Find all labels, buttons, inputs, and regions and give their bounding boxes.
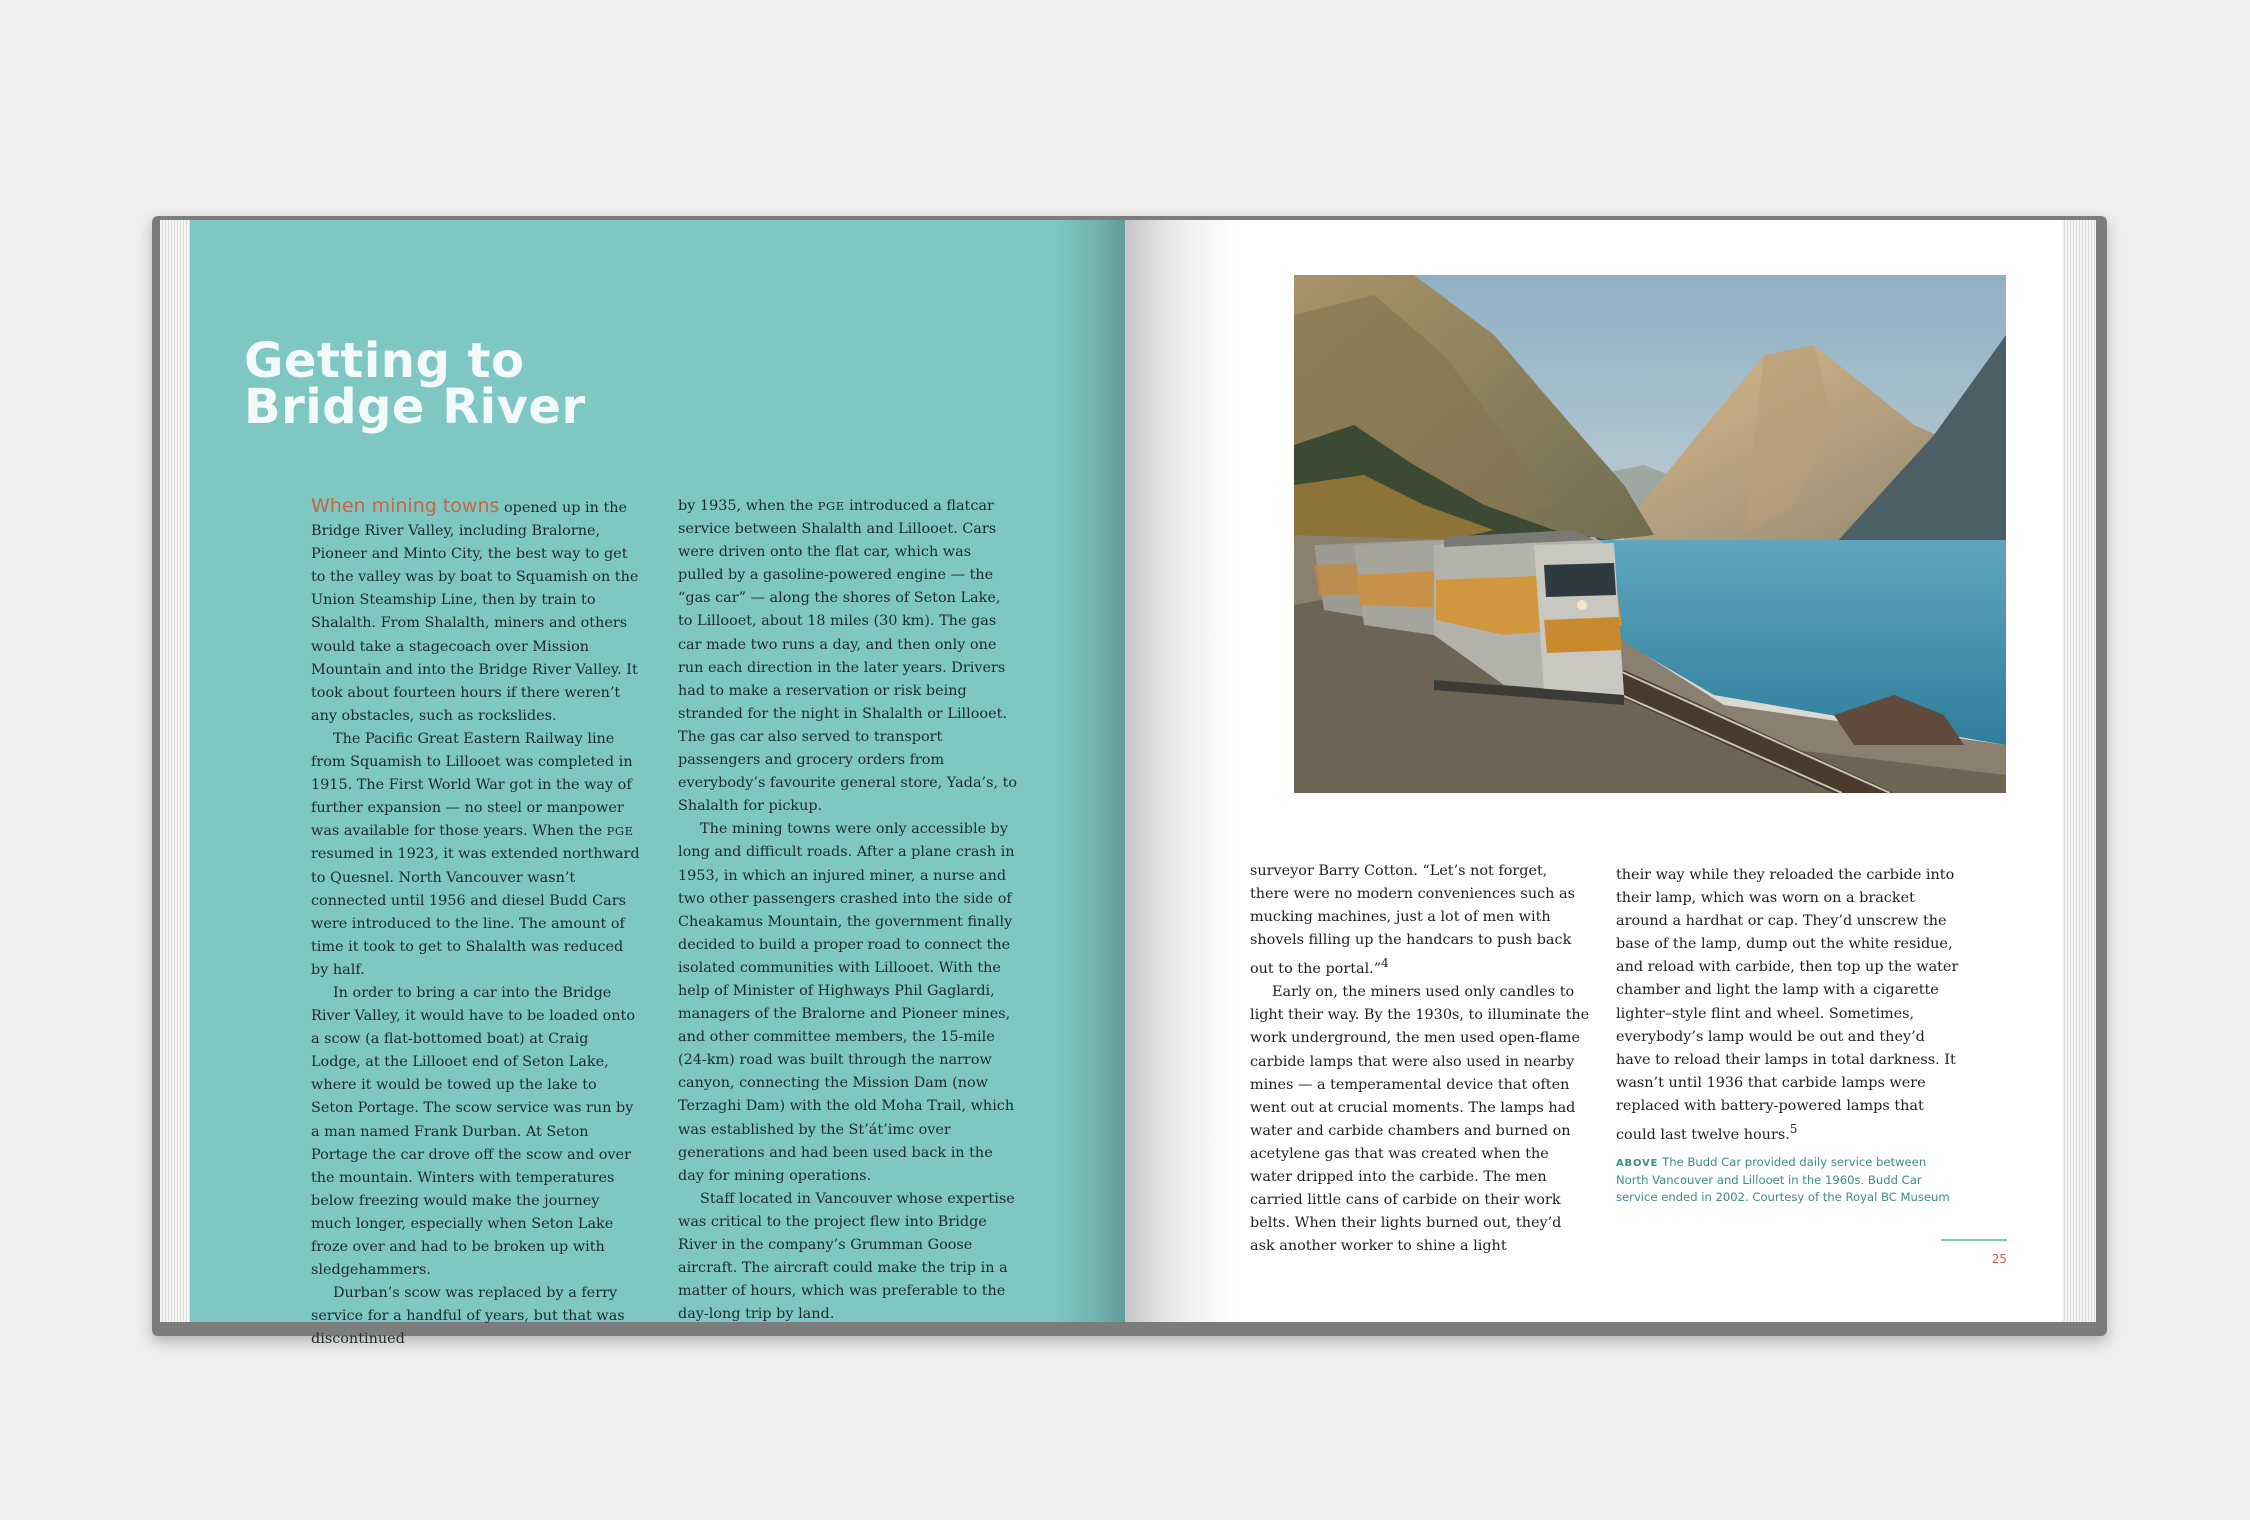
- paragraph: In order to bring a car into the Bridge River Valley, it would have to be loaded onto a scow (a flat-bottomed boat) at Craig Lodge, at the Lillooet end of Seton Lake, where it would be towed up the lake to Seton Portage. The scow service was run by a man named Frank Durban. At Seton Portage the car drove off the scow and over the mountain. Winters with temperatures below freezing would make the journey much longer, especially when Seton Lake froze over and had to be broken up with sledgehammers.: [311, 984, 636, 1279]
- acronym: PGE: [817, 499, 845, 513]
- page-edges-left: [160, 220, 190, 1322]
- budd-car-photo: [1294, 275, 2006, 793]
- paragraph: Staff located in Vancouver whose expertise was critical to the project flew into Bridge River in the company’s Grumman Goose aircraft. The aircraft could make the trip in a matter of hours, which was preferable to the day-long trip by land.: [678, 1190, 1015, 1323]
- text-column-3: [1250, 860, 1590, 1258]
- paragraph: Early on, the miners used only candles to light their way. By the 1930s, to illuminate the work underground, the men used open-flame carbide lamps that were also used in nearby mines — a temperamental device that often went out at crucial moments. The lamps had water and carbide chambers and burned on acetylene gas that was created when the water dripped into the carbide. The men carried little cans of carbide on their work belts. When their lights burned out, they’d ask another worker to shine a light: [1250, 984, 1590, 1255]
- paragraph-text: opened up in the Bridge River Valley, including Bralorne, Pioneer and Minto City, the best way to get to the valley was by boat to Squamish on the Union Steamship Line, then by train to Shalalth. From Shalalth, miners and others would take a stagecoach over Mission Mountain and into the Bridge River Valley. It took about fourteen hours if there weren’t any obstacles, such as rockslides.: [311, 500, 639, 724]
- page-number: 25: [1991, 1252, 2007, 1266]
- title-line-2: Bridge River: [244, 379, 586, 435]
- gutter-shadow: [1055, 220, 1125, 1322]
- folio-rule: [1941, 1239, 2007, 1241]
- paragraph: [311, 728, 641, 982]
- paragraph: [1250, 860, 1590, 981]
- footnote-ref: 5: [1789, 1122, 1798, 1137]
- page-edges-right: [2062, 220, 2096, 1322]
- paragraph-text: their way while they reloaded the carbide into their lamp, which was worn on a bracket around a hardhat or cap. They’d unscrew the base of the lamp, dump out the white residue, and reload with carbide, then top up the water chamber and light the lamp with a cigarette lighter–style flint and wheel. Sometimes, everybody’s lamp would be out and they’d have to reload their lamps in total darkness. It wasn’t until 1936 that carbide lamps were replaced with battery-powered lamps that could last twelve hours.: [1616, 867, 1959, 1143]
- paragraph: The mining towns were only accessible by long and difficult roads. After a plane crash in 1953, in which an injured miner, a nurse and two other passengers crashed into the side of Cheakamus Mountain, the government finally decided to build a proper road to connect the isolated communities with Lillooet. With the help of Minister of Highways Phil Gaglardi, managers of the Bralorne and Pioneer mines, and other committee members, the 15-mile (24-km) road was built through the narrow canyon, connecting the Mission Dam (now Terzaghi Dam) with the old Moha Trail, which was established by the St’át’imc over generations and had been used back in the day for mining operations.: [678, 821, 1015, 1184]
- paragraph: Durban’s scow was replaced by a ferry service for a handful of years, but that was discontinued: [311, 1285, 625, 1348]
- paragraph-text: by 1935, when the: [678, 498, 818, 514]
- right-page: [1125, 220, 2062, 1322]
- lead-in-text: When mining towns: [311, 495, 500, 517]
- text-column-2: [678, 495, 1018, 1326]
- paragraph: [311, 495, 641, 728]
- paragraph-text: introduced a flatcar service between Shalalth and Lillooet. Cars were driven onto the flat car, which was pulled by a gasoline-powered engine — the “gas car” — along the shores of Seton Lake, to Lillooet, about 18 miles (30 km). The gas car made two runs a day, and then only one run each direction in the later years. Drivers had to make a reservation or risk being stranded for the night in Shalalth or Lillooet. The gas car also served to transport passengers and grocery orders from everybody’s favourite general store, Yada’s, to Shalalth for pickup.: [678, 498, 1018, 815]
- caption-text: The Budd Car provided daily service between North Vancouver and Lillooet in the 1960s. Budd Car service ended in 2002. Courtesy of the Royal BC Museum: [1616, 1155, 1950, 1204]
- caption-label: ABOVE: [1616, 1158, 1659, 1169]
- paragraph-text: surveyor Barry Cotton. “Let’s not forget, there were no modern conveniences such as mucking machines, just a lot of men with shovels filling up the handcars to push back out to the portal.”: [1250, 863, 1575, 978]
- photo-caption: [1616, 1154, 1961, 1206]
- page-title: [244, 333, 586, 435]
- paragraph: [1616, 864, 1961, 1147]
- lake-train-illustration: [1294, 275, 2006, 793]
- paragraph-text: The Pacific Great Eastern Railway line from Squamish to Lillooet was completed in 1915. The First World War got in the way of further expansion — no steel or manpower was available for those years. When the: [311, 730, 633, 840]
- text-column-1: [311, 495, 641, 1351]
- paragraph-text: resumed in 1923, it was extended northward to Quesnel. North Vancouver wasn’t connected until 1956 and diesel Budd Cars were introduced to the line. The amount of time it took to get to Shalalth was reduced by half.: [311, 846, 640, 978]
- footnote-ref: 4: [1381, 956, 1389, 971]
- paragraph: [678, 495, 1018, 818]
- title-line-1: Getting to: [244, 333, 525, 389]
- left-page: [190, 220, 1125, 1348]
- gutter-shadow: [1125, 220, 1235, 1322]
- acronym: PGE: [606, 824, 634, 839]
- text-column-4: [1616, 864, 1961, 1147]
